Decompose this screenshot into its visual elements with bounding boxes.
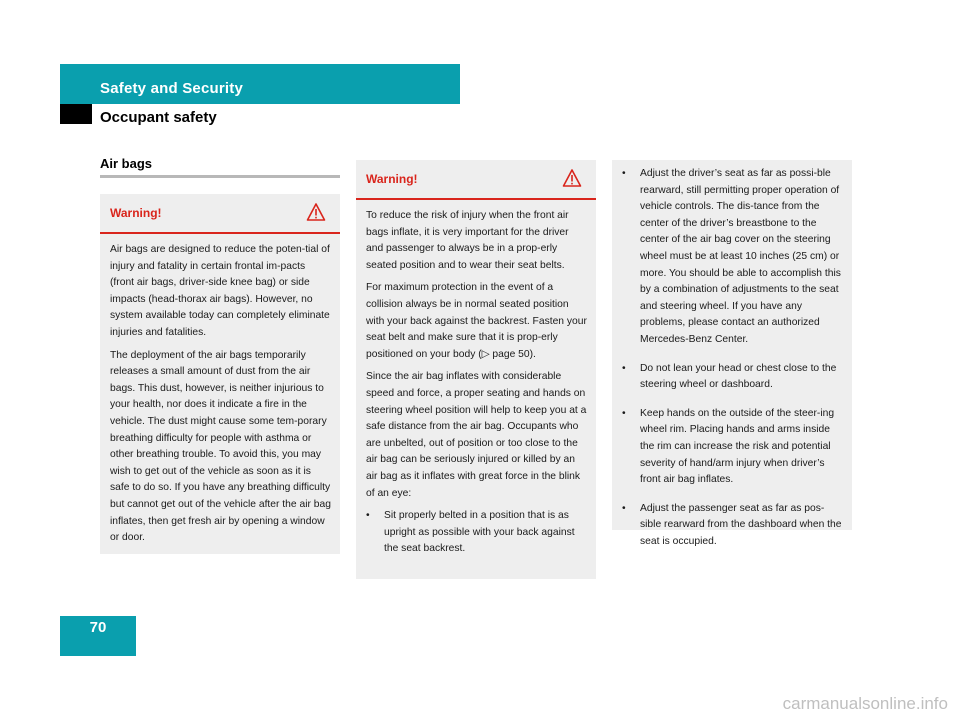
- warning-paragraph: Since the air bag inflates with considerable speed and force, a proper seating and hands on steering wheel position will help to keep you at a safe distance from the air bag. Occupants who are unbelted, out of position or too close to the air bag can be seriously injured or killed by an air bag as it inflates with great force in the blink of an eye:: [366, 371, 587, 499]
- subsection-title: Occupant safety: [100, 109, 217, 126]
- warning-label: Warning!: [110, 206, 162, 220]
- bullet-text: Adjust the driver’s seat as far as possi-ble rearward, still permitting proper operation of vehicle controls. The dis-tance from the center of the driver’s breastbone to the center of the air bag cover on the steering wheel must be at least 10 inches (25 cm) or more. You should be able to accomplish this by a combination of adjustments to the seat and steering wheel. If you have any problems, please contact an authorized Mercedes-Benz Center.: [640, 168, 841, 345]
- warning-paragraph: The deployment of the air bags temporarily releases a small amount of dust from the air bags. This dust, however, is neither injurious to your health, nor does it indicate a fire in the vehicle. The dust might cause some tem-porary breathing difficulty for people with asthma or other breathing trouble. To avoid this, you may wish to get out of the vehicle as soon as it is safe to do so. If you have any breathing difficulty but cannot get out of the vehicle after the air bag inflates, then get fresh air by opening a window or door.: [110, 349, 331, 544]
- page-number: 70: [89, 619, 107, 636]
- warning-triangle-icon: [306, 202, 326, 222]
- continued-body: [612, 160, 852, 570]
- section-title: Safety and Security: [100, 80, 244, 97]
- warning-body: [100, 234, 340, 561]
- bullet-text: Adjust the passenger seat as far as pos-sible rearward from the dashboard when the seat is occupied.: [640, 502, 842, 547]
- air-bags-heading: Air bags: [100, 156, 153, 171]
- section-marker: [60, 104, 92, 124]
- bullet-mark: •: [622, 407, 626, 419]
- list-item: [622, 166, 844, 355]
- list-item: [622, 361, 844, 400]
- warning-box-2: [356, 160, 596, 579]
- list-item: [366, 508, 588, 564]
- bullet-mark: •: [366, 510, 370, 522]
- warning-paragraph: For maximum protection in the event of a collision always be in normal seated position with your back against the backrest. Fasten your seat belt and make sure that it is prop-erly positioned on your body (▷ page 50).: [366, 282, 587, 360]
- warning-header: [100, 194, 340, 234]
- list-item: [622, 406, 844, 495]
- bullet-mark: •: [622, 168, 626, 179]
- warning-paragraph: To reduce the risk of injury when the front air bags inflate, it is very important for the driver and passenger to always be in a prop-erly seated position and to wear their seat belts.: [366, 210, 569, 271]
- bullet-text: Keep hands on the outside of the steer-ing wheel rim. Placing hands and arms inside the rim can increase the risk and potential severity of hand/arm injury when driver’s front air bag inflates.: [640, 407, 835, 486]
- bullet-text: Sit properly belted in a position that is as upright as possible with your back against the seat backrest.: [384, 510, 575, 555]
- bullet-text: Do not lean your head or chest close to the steering wheel or dashboard.: [640, 362, 837, 391]
- warning-box-1: [100, 194, 340, 554]
- bullet-mark: •: [622, 502, 626, 514]
- bullet-mark: •: [622, 362, 626, 374]
- continued-box: [612, 160, 852, 547]
- warning-header: [356, 160, 596, 200]
- warning-body: [356, 200, 596, 578]
- list-item: [622, 501, 844, 557]
- warning-paragraph: Air bags are designed to reduce the poten-tial of injury and fatality in certain frontal im-pacts (front air bags, driver-side knee bag) or side impacts (head-thorax air bags). However, no system available today can completely eliminate injuries and fatalities.: [110, 244, 330, 338]
- watermark: carmanualsonline.info: [782, 694, 948, 713]
- warning-label: Warning!: [366, 172, 418, 186]
- warning-triangle-icon: [562, 168, 582, 188]
- heading-rule: [100, 175, 340, 178]
